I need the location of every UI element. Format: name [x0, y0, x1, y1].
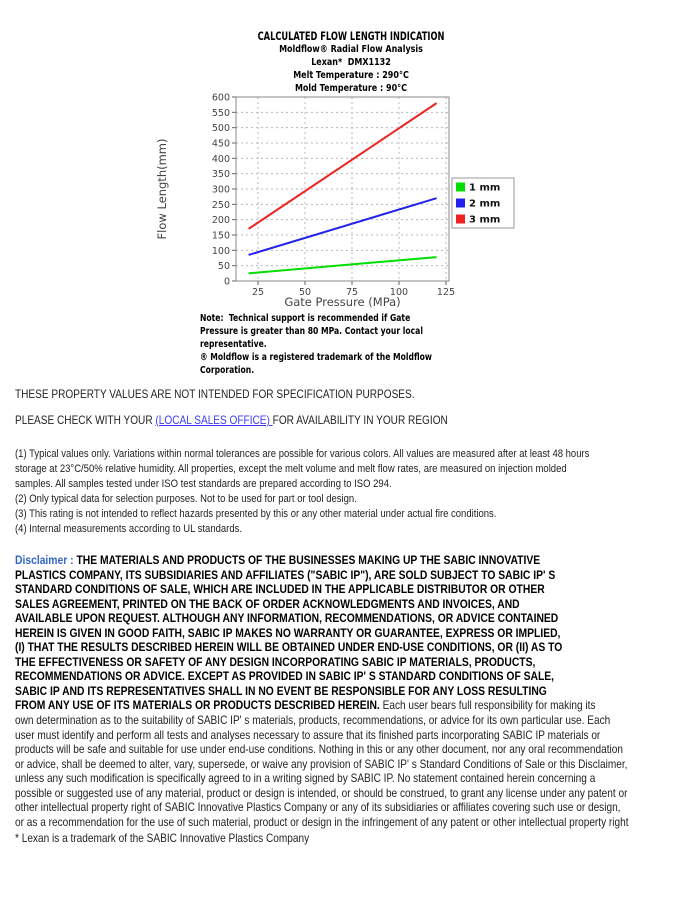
chart-title: CALCULATED FLOW LENGTH INDICATION	[257, 29, 445, 43]
disclaimer-line: HEREIN IS GIVEN IN GOOD FAITH, SABIC IP MAKES NO WARRANTY OR GUARANTEE, EXPRESS OR IMPLIED,	[15, 625, 561, 640]
y-tick-label: 600	[211, 92, 230, 104]
disclaimer-line: (I) THAT THE RESULTS DESCRIBED HEREIN WILL BE OBTAINED UNDER END-USE CONDITIONS, OR (II) AS TO	[15, 640, 563, 655]
sales-office-line	[15, 413, 448, 427]
x-tick-label: 50	[298, 287, 312, 298]
series-line-2mm	[249, 198, 437, 255]
disclaimer-line: own determination as to the suitability of SABIC IP' s materials, products, recommendations, or advice for its own particular use. Each	[15, 713, 611, 728]
disclaimer-line: RECOMMENDATIONS OR ADVICE. EXCEPT AS PROVIDED IN SABIC IP' S STANDARD CONDITIONS OF SALE,	[15, 669, 555, 684]
y-axis-title: Flow Length(mm)	[155, 138, 169, 240]
x-axis-title: Gate Pressure (MPa)	[284, 295, 401, 309]
footnote-line: samples. All samples tested under ISO test standards are prepared according to ISO 294.	[15, 478, 392, 490]
legend-swatch-2mm	[456, 199, 465, 208]
y-tick-label: 450	[211, 138, 230, 150]
y-tick-label: 250	[211, 199, 230, 211]
y-tick-label: 400	[211, 153, 230, 165]
y-tick-label: 550	[211, 107, 230, 119]
y-tick-label: 500	[211, 123, 230, 135]
chart-note-line: Note: Technical support is recommended if Gate	[200, 313, 411, 324]
chart-subtitles	[150, 43, 552, 95]
legal-disclaimer-block	[15, 553, 700, 829]
y-tick-label: 150	[211, 230, 230, 242]
legend-label: 2 mm	[469, 198, 501, 210]
chart-subtitle: Mold Temperature : 90°C	[294, 83, 408, 94]
disclaimer-line: SALES AGREEMENT, PRINTED ON THE BACK OF ORDER ACKNOWLEDGMENTS AND INVOICES, AND	[15, 596, 520, 611]
disclaimer-line: PLASTICS COMPANY, ITS SUBSIDIARIES AND AFFILIATES ("SABIC IP"), ARE SOLD SUBJECT TO SABIC IP' S	[15, 567, 556, 582]
footnote-line: (2) Only typical data for selection purposes. Not to be used for part or tool design.	[15, 493, 357, 505]
legend-label: 3 mm	[469, 214, 501, 226]
specification-disclaimer-line: THESE PROPERTY VALUES ARE NOT INTENDED FOR SPECIFICATION PURPOSES.	[15, 387, 415, 401]
disclaimer-line: products will be safe and suitable for use under end-use conditions. Nothing in this or any other document, nor any oral recommendation	[15, 742, 623, 757]
legend-swatch-3mm	[456, 215, 465, 224]
chart-note-line: Pressure is greater than 80 MPa. Contact your local	[200, 326, 423, 338]
disclaimer-line: or as a recommendation for the use of such material, product or design in the infringement of any patent or other intellectual property right	[15, 814, 629, 829]
flow-length-chart-svg	[150, 90, 530, 315]
x-tick-label: 25	[251, 287, 265, 298]
x-tick-label: 75	[345, 287, 359, 298]
y-tick-label: 350	[211, 169, 230, 181]
x-tick-label: 100	[389, 287, 409, 298]
legend-label: 1 mm	[469, 182, 501, 194]
y-tick-label: 200	[211, 215, 230, 227]
series-line-3mm	[249, 103, 437, 229]
x-tick-label: 125	[436, 287, 456, 298]
chart-note-line: ® Moldflow is a registered trademark of the Moldflow	[200, 352, 432, 364]
disclaimer-line: or advice, shall be deemed to alter, vary, supersede, or waive any provision of SABIC IP' s Standard Conditions of Sale or this Disclaimer,	[15, 756, 628, 771]
disclaimer-line: other intellectual property right of SABIC Innovative Plastics Company or any of its subsidiaries or affiliates covering such use or design,	[15, 800, 621, 815]
y-tick-label: 100	[211, 245, 230, 257]
y-tick-label: 0	[223, 276, 230, 288]
chart-subtitle: Lexan* DMX1132	[311, 57, 391, 68]
footnote-line: (3) This rating is not intended to reflect hazards presented by this or any other material under actual fire conditions.	[15, 508, 497, 520]
footnote-line: storage at 23°C/50% relative humidity. All properties, except the melt volume and melt flow rates, are measured on injection molded	[15, 463, 567, 475]
disclaimer-line: user must identify and perform all tests and analyses necessary to assure that its finished parts incorporating SABIC IP materials or	[15, 727, 601, 742]
disclaimer-line: possible or suggested use of any material, product or design is intended, or should be construed, to grant any license under any patent or	[15, 785, 628, 800]
chart-note-line: Corporation.	[200, 365, 255, 377]
sales-office-text-after: FOR AVAILABILITY IN YOUR REGION	[272, 413, 448, 427]
disclaimer-line: THE EFFECTIVENESS OR SAFETY OF ANY DESIGN INCORPORATING SABIC IP MATERIALS, PRODUCTS,	[15, 654, 536, 669]
disclaimer-line: AVAILABLE UPON REQUEST. ALTHOUGH ANY INFORMATION, RECOMMENDATIONS, OR ADVICE CONTAINED	[15, 611, 559, 626]
disclaimer-line: unless any such modification is specifically agreed to in a writing signed by SABIC IP. No statement contained herein concerning a	[15, 771, 596, 786]
chart-title-block	[150, 29, 552, 95]
sales-office-text-before: PLEASE CHECK WITH YOUR	[15, 413, 156, 427]
chart-note-block	[200, 312, 497, 377]
chart-subtitle: Melt Temperature : 290°C	[293, 70, 409, 81]
trademark-footnote: * Lexan is a trademark of the SABIC Innovative Plastics Company	[15, 831, 310, 845]
y-tick-label: 50	[217, 261, 230, 273]
footnote-line: (4) Internal measurements according to UL standards.	[15, 523, 242, 535]
disclaimer-label: Disclaimer :	[15, 553, 77, 567]
disclaimer-line: STANDARD CONDITIONS OF SALE, WHICH ARE INCLUDED IN THE APPLICABLE DISTRIBUTOR OR OTHER	[15, 582, 545, 597]
y-tick-label: 300	[211, 184, 230, 196]
footnote-line: (1) Typical values only. Variations within normal tolerances are possible for various colors. All values are measured after at least 48 hours	[15, 448, 590, 460]
local-sales-office-link[interactable]: (LOCAL SALES OFFICE)	[155, 413, 273, 427]
legend-swatch-1mm	[456, 183, 465, 192]
flow-length-chart	[150, 90, 530, 315]
chart-subtitle: Moldflow® Radial Flow Analysis	[279, 44, 423, 55]
chart-note-line: representative.	[200, 339, 267, 351]
disclaimer-line: SABIC IP AND ITS REPRESENTATIVES SHALL IN NO EVENT BE RESPONSIBLE FOR ANY LOSS RESULTING	[15, 683, 547, 698]
disclaimer-line: FROM ANY USE OF ITS MATERIALS OR PRODUCTS DESCRIBED HEREIN. Each user bears full responsibility for making its	[15, 698, 596, 713]
disclaimer-line: Disclaimer : THE MATERIALS AND PRODUCTS OF THE BUSINESSES MAKING UP THE SABIC INNOVATIVE	[15, 553, 541, 567]
footnotes-block	[15, 447, 699, 537]
